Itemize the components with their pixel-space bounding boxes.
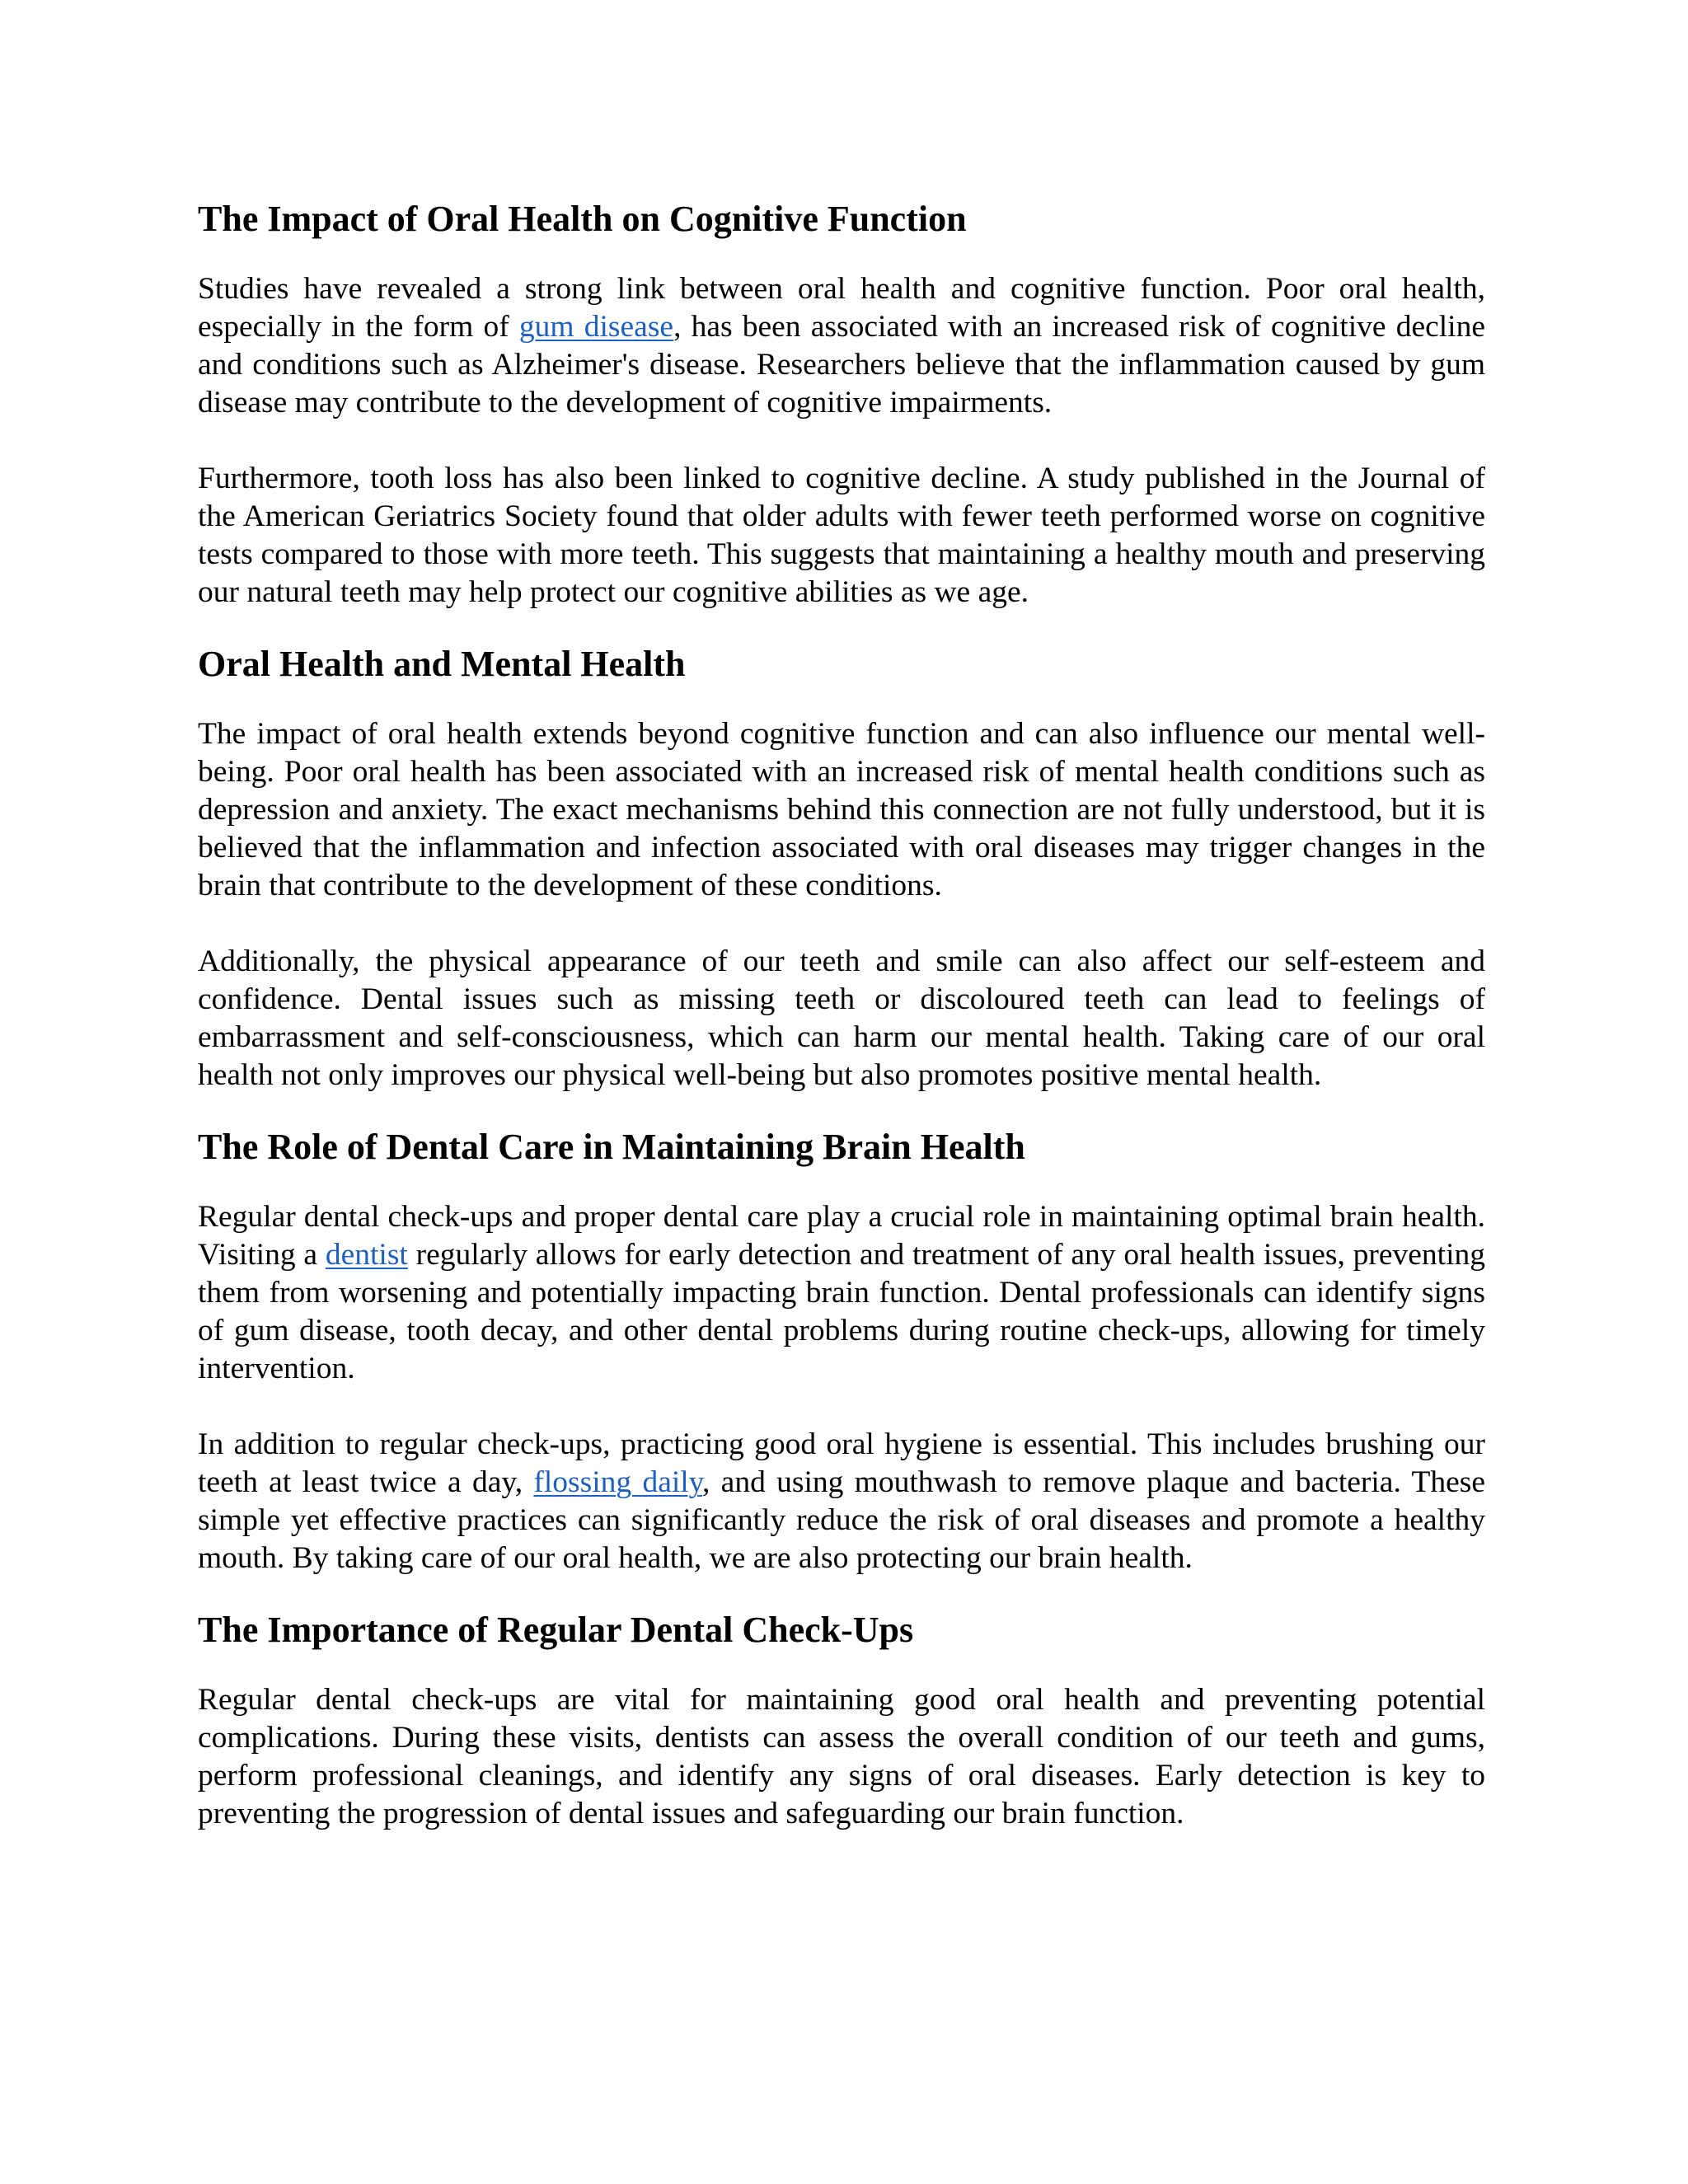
section-heading-dental-care-brain-health: The Role of Dental Care in Maintaining Brain Health — [198, 1127, 1025, 1167]
paragraph-text: , has been associated with an increased risk of cognitive decline and conditions such as Alzheimer's disease. Researchers believe that the inflammation caused by gum disease may contribute to the development of cognitive impairments. — [198, 310, 1485, 419]
paragraph: Additionally, the physical appearance of our teeth and smile can also affect our self-esteem and confidence. Dental issues such as missing teeth or discoloured teeth can lead to feelings of embarrassment and self-consciousness, which can harm our mental health. Taking care of our oral health not only improves our physical well-being but also promotes positive mental health. — [198, 944, 1485, 1092]
section-heading-mental-health: Oral Health and Mental Health — [198, 644, 686, 684]
paragraph-text: Regular dental check-ups and proper dental care play a crucial role in maintaining optimal brain health. Visiting a — [198, 1200, 1485, 1272]
paragraph — [198, 270, 1485, 422]
paragraph-text: In addition to regular check-ups, practicing good oral hygiene is essential. This includes brushing our teeth at least twice a day, — [198, 1427, 1485, 1499]
section-heading-cognitive-function: The Impact of Oral Health on Cognitive Function — [198, 199, 967, 239]
paragraph: The impact of oral health extends beyond cognitive function and can also influence our mental well-being. Poor oral health has been associated with an increased risk of mental health conditions such as depression and anxiety. The exact mechanisms behind this connection are not fully understood, but it is believed that the inflammation and infection associated with oral diseases may trigger changes in the brain that contribute to the development of these conditions. — [198, 717, 1485, 902]
paragraph: Furthermore, tooth loss has also been linked to cognitive decline. A study published in the Journal of the American Geriatrics Society found that older adults with fewer teeth performed worse on cognitive tests compared to those with more teeth. This suggests that maintaining a healthy mouth and preserving our natural teeth may help protect our cognitive abilities as we age. — [198, 462, 1485, 609]
section-heading-regular-check-ups: The Importance of Regular Dental Check-Ups — [198, 1610, 914, 1650]
document-page — [198, 194, 1485, 1833]
flossing-daily-link[interactable]: flossing daily — [533, 1465, 702, 1499]
paragraph: Regular dental check-ups are vital for maintaining good oral health and preventing potential complications. During these visits, dentists can assess the overall condition of our teeth and gums, perform professional cleanings, and identify any signs of oral diseases. Early detection is key to preventing the progression of dental issues and safeguarding our brain function. — [198, 1683, 1485, 1830]
paragraph-text: regularly allows for early detection and treatment of any oral health issues, preventing them from worsening and potentially impacting brain function. Dental professionals can identify signs of gum disease, tooth decay, and other dental problems during routine check-ups, allowing for timely intervention. — [198, 1238, 1485, 1385]
paragraph — [198, 1426, 1485, 1577]
dentist-link[interactable]: dentist — [325, 1238, 408, 1272]
gum-disease-link[interactable]: gum disease — [518, 310, 674, 344]
paragraph-text: Studies have revealed a strong link between oral health and cognitive function. Poor oral health, especially in the form of — [198, 272, 1485, 344]
paragraph — [198, 1198, 1485, 1388]
paragraph-text: , and using mouthwash to remove plaque and bacteria. These simple yet effective practices can significantly reduce the risk of oral diseases and promote a healthy mouth. By taking care of our oral health, we are also protecting our brain health. — [198, 1465, 1485, 1575]
